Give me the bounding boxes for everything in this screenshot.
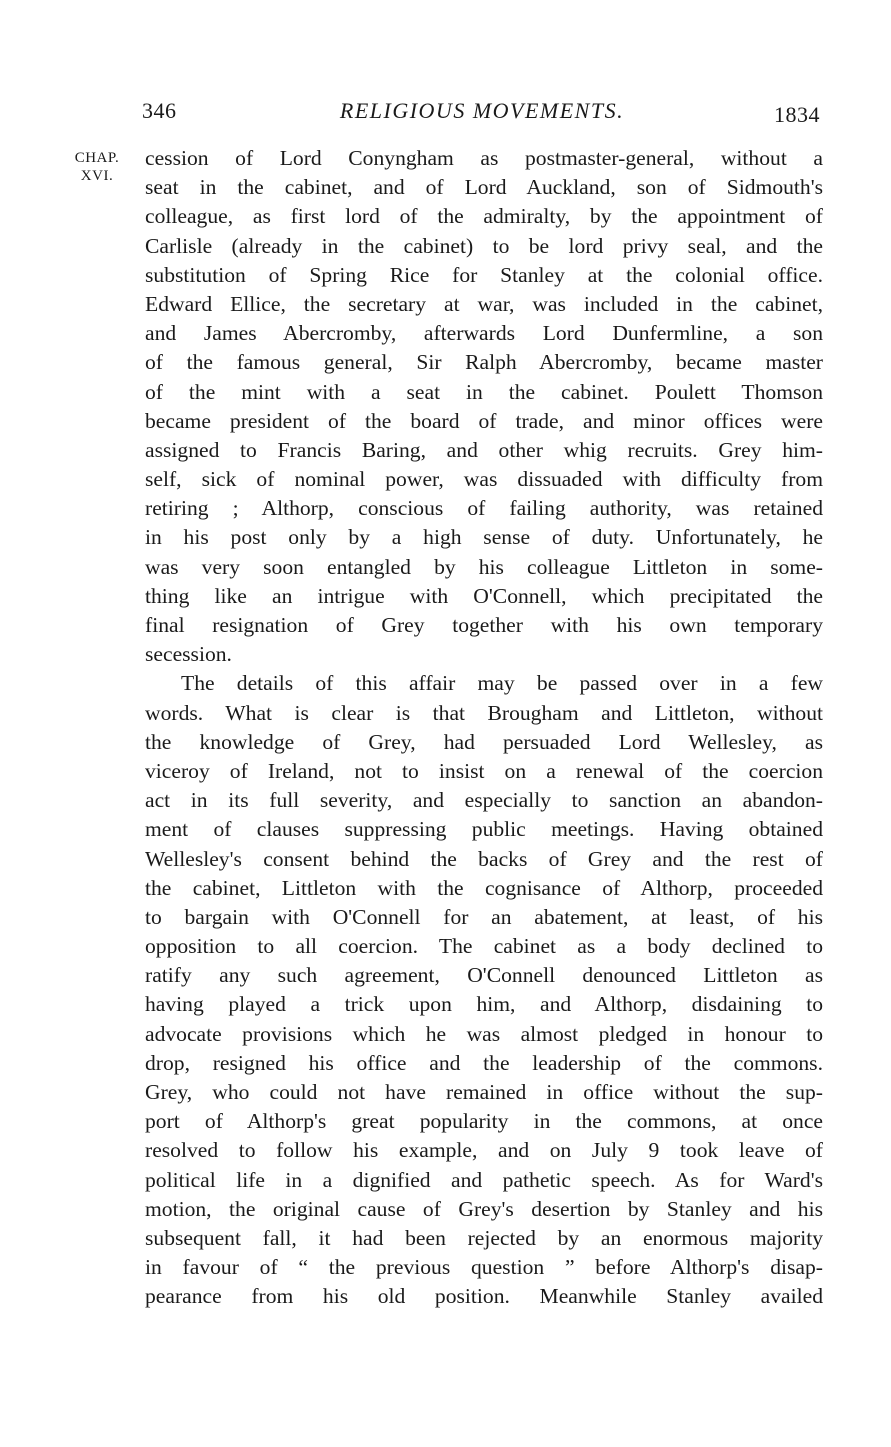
chapter-number: XVI. (80, 168, 114, 184)
text-line: assigned to Francis Baring, and other whig recruits. Grey him- (145, 437, 823, 462)
text-line: final resignation of Grey together with his own temporary (145, 613, 823, 637)
text-line: opposition to all coercion. The cabinet as a body declined to (145, 934, 823, 959)
text-line: having played a trick upon him, and Althorp, disdaining to (145, 992, 823, 1017)
text-line: ment of clauses suppressing public meetings. Having obtained (145, 817, 823, 842)
text-line: drop, resigned his office and the leadership of the commons. (145, 1050, 823, 1075)
text-line: act in its full severity, and especially to sanction an abandon- (145, 788, 823, 813)
text-line: seat in the cabinet, and of Lord Auckland, son of Sidmouth's (145, 175, 823, 200)
text-line: retiring ; Althorp, conscious of failing authority, was retained (145, 496, 823, 521)
text-line: the knowledge of Grey, had persuaded Lord Wellesley, as (145, 729, 823, 754)
page-number: 346 (142, 98, 177, 123)
text-line: political life in a dignified and pathetic speech. As for Ward's (145, 1167, 823, 1192)
text-line: thing like an intrigue with O'Connell, which precipitated the (145, 583, 823, 608)
text-line: Carlisle (already in the cabinet) to be lord privy seal, and the (145, 233, 823, 258)
text-line: and James Abercromby, afterwards Lord Dunfermline, a son (145, 321, 823, 346)
chapter-label: CHAP. (74, 150, 120, 166)
text-line: advocate provisions which he was almost pledged in honour to (145, 1021, 823, 1046)
text-line: was very soon entangled by his colleague Littleton in some- (145, 554, 823, 579)
text-line: became president of the board of trade, and minor offices were (145, 408, 823, 433)
text-line: in favour of “ the previous question ” before Althorp's disap- (145, 1255, 823, 1280)
text-line: the cabinet, Littleton with the cognisance of Althorp, proceeded (145, 875, 823, 900)
text-line: secession. (145, 642, 232, 667)
text-line: of the famous general, Sir Ralph Abercromby, became master (145, 350, 823, 375)
text-line: viceroy of Ireland, not to insist on a renewal of the coercion (145, 758, 823, 783)
text-line: ratify any such agreement, O'Connell denounced Littleton as (145, 963, 823, 988)
text-line: Grey, who could not have remained in office without the sup- (145, 1080, 823, 1104)
text-line: to bargain with O'Connell for an abatement, at least, of his (145, 904, 823, 929)
text-line: port of Althorp's great popularity in the commons, at once (145, 1109, 823, 1134)
text-line: subsequent fall, it had been rejected by an enormous majority (145, 1225, 823, 1250)
text-line: self, sick of nominal power, was dissuaded with difficulty from (145, 467, 823, 492)
text-line: words. What is clear is that Brougham and Littleton, without (145, 700, 823, 725)
text-line: motion, the original cause of Grey's desertion by Stanley and his (145, 1196, 823, 1221)
text-line: The details of this affair may be passed over in a few (181, 671, 823, 696)
text-line: in his post only by a high sense of duty. Unfortunately, he (145, 525, 823, 550)
chapter-margin-note (62, 149, 132, 185)
text-line: pearance from his old position. Meanwhile Stanley availed (145, 1284, 823, 1309)
text-line: Edward Ellice, the secretary at war, was included in the cabinet, (145, 291, 823, 316)
text-line: Wellesley's consent behind the backs of Grey and the rest of (145, 846, 823, 871)
text-line: resolved to follow his example, and on July 9 took leave of (145, 1138, 823, 1163)
running-title: RELIGIOUS MOVEMENTS. (339, 98, 625, 123)
header-year: 1834 (774, 102, 820, 127)
text-line: substitution of Spring Rice for Stanley at the colonial office. (145, 262, 823, 287)
text-line: cession of Lord Conyngham as postmaster-general, without a (145, 146, 823, 170)
text-line: of the mint with a seat in the cabinet. Poulett Thomson (145, 379, 823, 404)
body-text (145, 144, 823, 1312)
text-line: colleague, as first lord of the admiralty, by the appointment of (145, 204, 823, 229)
page-header (142, 98, 822, 132)
